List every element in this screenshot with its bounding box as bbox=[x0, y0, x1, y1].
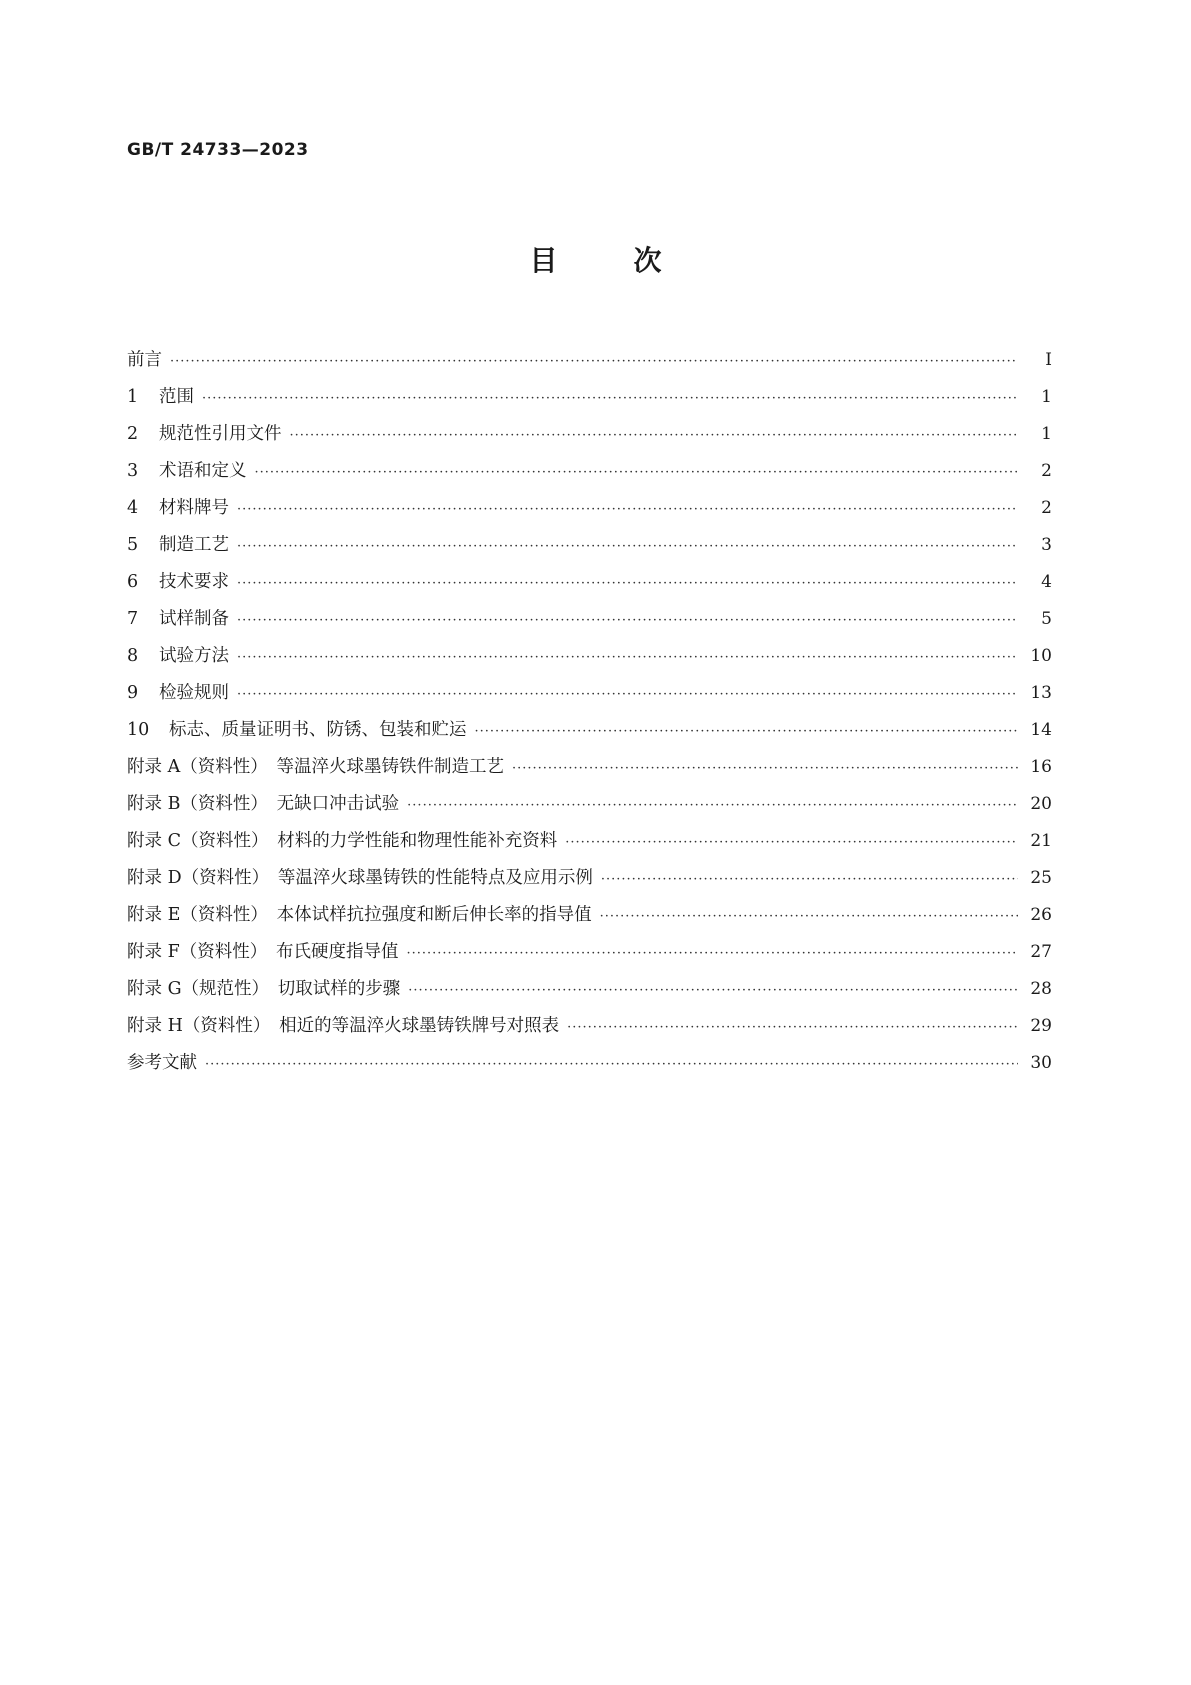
toc-entry-page: Ⅰ bbox=[1045, 350, 1052, 370]
toc-entry-text: 试验方法 bbox=[159, 646, 229, 666]
toc-entry-label bbox=[127, 342, 170, 379]
toc-entry-label bbox=[127, 934, 406, 971]
toc-entry-foreword[interactable] bbox=[127, 342, 1052, 379]
toc-title-char-1: 目 bbox=[529, 244, 558, 277]
toc-entry-label bbox=[127, 749, 512, 786]
toc-entry-annex-h[interactable] bbox=[127, 1008, 1052, 1045]
toc-entry-text: 技术要求 bbox=[159, 572, 229, 592]
toc-entry-number: 7 bbox=[127, 609, 139, 629]
toc-entry-page: 26 bbox=[1030, 905, 1052, 925]
toc-entry-text: 标志、质量证明书、防锈、包装和贮运 bbox=[169, 720, 467, 740]
toc-leader-dots bbox=[237, 491, 1018, 528]
toc-entry-label bbox=[127, 379, 202, 416]
toc-entry-7[interactable] bbox=[127, 601, 1052, 638]
toc-entry-text: 附录 E（资料性） 本体试样抗拉强度和断后伸长率的指导值 bbox=[127, 905, 592, 925]
toc-entry-number: 5 bbox=[127, 535, 139, 555]
toc-leader-dots bbox=[475, 713, 1019, 750]
toc-entry-10[interactable] bbox=[127, 712, 1052, 749]
toc-entry-annex-b[interactable] bbox=[127, 786, 1052, 823]
toc-entry-label bbox=[127, 897, 600, 934]
toc-leader-dots bbox=[237, 602, 1018, 639]
toc-entry-label bbox=[127, 527, 237, 564]
toc-entry-number: 9 bbox=[127, 683, 139, 703]
toc-entry-text: 术语和定义 bbox=[159, 461, 247, 481]
toc-entry-page: 28 bbox=[1030, 979, 1052, 999]
toc-entry-label bbox=[127, 786, 407, 823]
toc-entry-5[interactable] bbox=[127, 527, 1052, 564]
toc-entry-text: 附录 C（资料性） 材料的力学性能和物理性能补充资料 bbox=[127, 831, 558, 851]
toc-entry-number: 8 bbox=[127, 646, 139, 666]
toc-entry-label bbox=[127, 860, 601, 897]
toc-leader-dots bbox=[237, 565, 1018, 602]
toc-entry-text: 附录 H（资料性） 相近的等温淬火球墨铸铁牌号对照表 bbox=[127, 1016, 560, 1036]
toc-leader-dots bbox=[601, 861, 1018, 898]
toc-leader-dots bbox=[565, 824, 1018, 861]
toc-entry-page: 3 bbox=[1041, 535, 1052, 555]
toc-entry-text: 制造工艺 bbox=[159, 535, 229, 555]
toc-leader-dots bbox=[290, 417, 1019, 454]
toc-entry-text: 检验规则 bbox=[159, 683, 229, 703]
toc-leader-dots bbox=[406, 935, 1018, 972]
toc-list bbox=[127, 342, 1052, 1082]
toc-leader-dots bbox=[237, 676, 1018, 713]
toc-entry-number: 2 bbox=[127, 424, 139, 444]
toc-entry-text: 材料牌号 bbox=[159, 498, 229, 518]
toc-leader-dots bbox=[237, 528, 1018, 565]
toc-leader-dots bbox=[202, 380, 1018, 417]
toc-entry-page: 2 bbox=[1041, 498, 1052, 518]
toc-entry-text: 附录 D（资料性） 等温淬火球墨铸铁的性能特点及应用示例 bbox=[127, 868, 593, 888]
toc-entry-page: 1 bbox=[1041, 424, 1052, 444]
toc-entry-label bbox=[127, 971, 408, 1008]
toc-entry-page: 13 bbox=[1030, 683, 1052, 703]
toc-entry-page: 29 bbox=[1030, 1016, 1052, 1036]
toc-entry-page: 16 bbox=[1030, 757, 1052, 777]
toc-entry-text: 附录 A（资料性） 等温淬火球墨铸铁件制造工艺 bbox=[127, 757, 504, 777]
toc-entry-label bbox=[127, 416, 290, 453]
toc-entry-text: 附录 G（规范性） 切取试样的步骤 bbox=[127, 979, 401, 999]
toc-leader-dots bbox=[512, 750, 1018, 787]
toc-leader-dots bbox=[567, 1009, 1018, 1046]
toc-entry-label bbox=[127, 490, 237, 527]
toc-entry-page: 27 bbox=[1030, 942, 1052, 962]
toc-title bbox=[0, 243, 1191, 279]
toc-entry-annex-g[interactable] bbox=[127, 971, 1052, 1008]
toc-entry-annex-c[interactable] bbox=[127, 823, 1052, 860]
toc-entry-page: 1 bbox=[1041, 387, 1052, 407]
standard-code: GB/T 24733—2023 bbox=[127, 140, 309, 160]
toc-entry-references[interactable] bbox=[127, 1045, 1052, 1082]
toc-entry-page: 10 bbox=[1030, 646, 1052, 666]
toc-entry-annex-f[interactable] bbox=[127, 934, 1052, 971]
toc-leader-dots bbox=[407, 787, 1018, 824]
toc-entry-label bbox=[127, 601, 237, 638]
toc-entry-2[interactable] bbox=[127, 416, 1052, 453]
toc-entry-page: 30 bbox=[1030, 1053, 1052, 1073]
toc-entry-text: 试样制备 bbox=[159, 609, 229, 629]
toc-leader-dots bbox=[255, 454, 1019, 491]
toc-entry-page: 5 bbox=[1041, 609, 1052, 629]
toc-leader-dots bbox=[237, 639, 1018, 676]
toc-entry-text: 附录 B（资料性） 无缺口冲击试验 bbox=[127, 794, 400, 814]
toc-entry-text: 附录 F（资料性） 布氏硬度指导值 bbox=[127, 942, 399, 962]
toc-leader-dots bbox=[205, 1046, 1018, 1083]
toc-entry-page: 21 bbox=[1030, 831, 1052, 851]
toc-entry-annex-e[interactable] bbox=[127, 897, 1052, 934]
toc-entry-number: 1 bbox=[127, 387, 139, 407]
toc-entry-page: 25 bbox=[1030, 868, 1052, 888]
toc-entry-label bbox=[127, 564, 237, 601]
toc-entry-label bbox=[127, 453, 255, 490]
toc-entry-annex-a[interactable] bbox=[127, 749, 1052, 786]
toc-entry-number: 6 bbox=[127, 572, 139, 592]
toc-entry-1[interactable] bbox=[127, 379, 1052, 416]
toc-entry-text: 规范性引用文件 bbox=[159, 424, 282, 444]
toc-entry-text: 参考文献 bbox=[127, 1053, 197, 1073]
toc-leader-dots bbox=[170, 343, 1018, 380]
toc-entry-4[interactable] bbox=[127, 490, 1052, 527]
toc-entry-label bbox=[127, 1045, 205, 1082]
toc-leader-dots bbox=[408, 972, 1018, 1009]
toc-entry-number: 10 bbox=[127, 720, 150, 740]
toc-entry-label bbox=[127, 1008, 567, 1045]
toc-entry-page: 14 bbox=[1030, 720, 1052, 740]
toc-title-char-2: 次 bbox=[633, 244, 662, 277]
toc-entry-page: 20 bbox=[1030, 794, 1052, 814]
toc-entry-8[interactable] bbox=[127, 638, 1052, 675]
toc-entry-label bbox=[127, 675, 237, 712]
toc-entry-text: 前言 bbox=[127, 350, 162, 370]
toc-entry-text: 范围 bbox=[159, 387, 194, 407]
toc-leader-dots bbox=[600, 898, 1018, 935]
toc-entry-3[interactable] bbox=[127, 453, 1052, 490]
toc-entry-page: 4 bbox=[1041, 572, 1052, 592]
toc-entry-6[interactable] bbox=[127, 564, 1052, 601]
toc-entry-number: 3 bbox=[127, 461, 139, 481]
toc-entry-page: 2 bbox=[1041, 461, 1052, 481]
toc-entry-label bbox=[127, 712, 475, 749]
toc-entry-number: 4 bbox=[127, 498, 139, 518]
toc-entry-label bbox=[127, 823, 565, 860]
toc-entry-annex-d[interactable] bbox=[127, 860, 1052, 897]
toc-entry-9[interactable] bbox=[127, 675, 1052, 712]
toc-entry-label bbox=[127, 638, 237, 675]
